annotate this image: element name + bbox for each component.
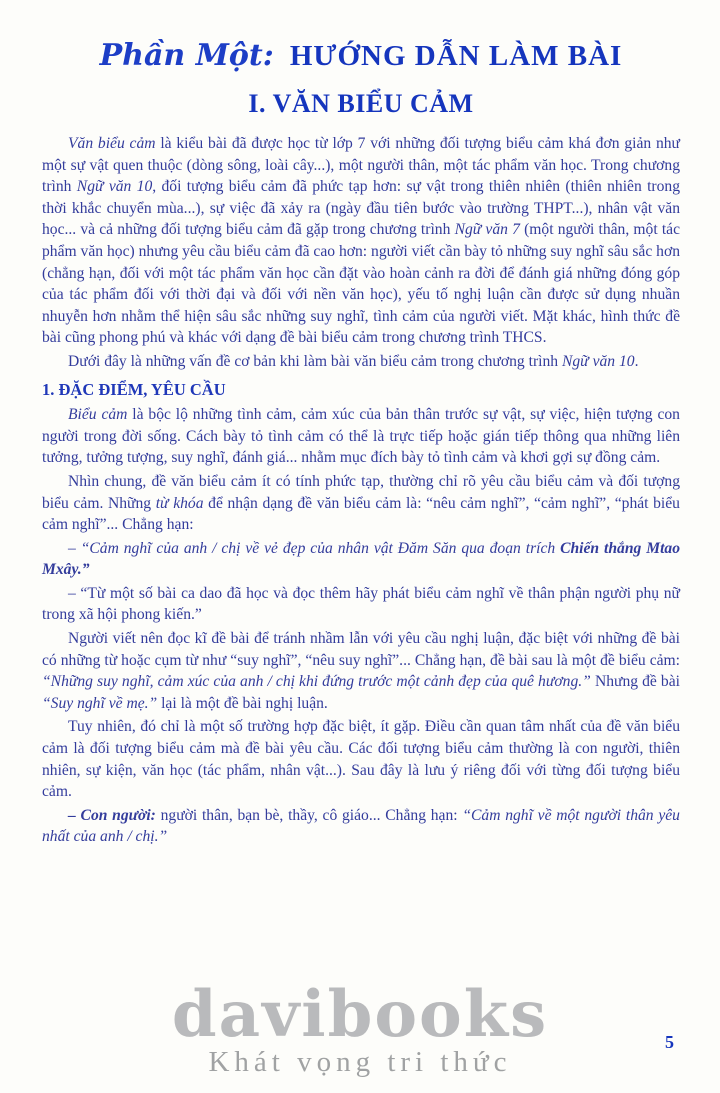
paragraph-transition xyxy=(42,351,680,373)
text-run: Nhưng đề bài xyxy=(590,673,680,691)
text-run: – “Từ một số bài ca dao đã học và đọc thêm hãy phát biểu cảm nghĩ về thân phận người phụ nữ trong xã hội phong kiến.” xyxy=(42,584,680,624)
text-run: Chiến thắng Mtao Mxây.” xyxy=(42,539,681,579)
text-run: Ngữ văn 10 xyxy=(561,352,635,370)
page-title xyxy=(42,38,680,73)
section-heading: I. VĂN BIỂU CẢM xyxy=(248,89,474,118)
watermark-tagline: Khát vọng tri thức xyxy=(208,1046,512,1078)
text-run: “Những suy nghĩ, cảm xúc của anh / chị khi đứng trước một cảnh đẹp của quê hương.” xyxy=(42,673,591,691)
paragraph-intro xyxy=(42,133,680,349)
text-run: để nhận dạng đề văn biểu cảm là: “nêu cảm nghĩ”, “cảm nghĩ”, “phát biểu cảm nghĩ”... Chẳng hạn: xyxy=(42,494,680,534)
text-run: (một người thân, một tác phẩm văn học) nhưng yêu cầu biểu cảm đã cao hơn: người viết cần bày tỏ những suy nghĩ sâu sắc hơn (chẳng hạn, đối với một tác phẩm văn học cần đặt vào hoàn cảnh ra đời để đánh giá những đóng góp của tác phẩm đối với thời đại và đối với nền văn học), yếu tố nghị luận cần được sử dụng nhuần nhuyễn hơn nhằm thể hiện sâu sắc những suy nghĩ, tình cảm của người viết. Mặt khác, hình thức đề bài cũng phong phú và khác với dạng đề bài biểu cảm trong chương trình THCS. xyxy=(42,221,681,347)
paragraph-dinh-nghia xyxy=(42,404,680,469)
paragraph-tuy-nhien xyxy=(42,716,680,802)
text-run: từ khóa xyxy=(155,494,204,512)
text-run: Dưới đây là những vấn đề cơ bản khi làm bài văn biểu cảm trong chương trình xyxy=(68,352,562,370)
part-title-script: Phần Một: xyxy=(99,38,274,73)
text-run: lại là một đề bài nghị luận. xyxy=(157,694,328,712)
text-run: là bộc lộ những tình cảm, cảm xúc của bản thân trước sự vật, sự việc, hiện tượng con người trong đời sống. Cách bày tỏ tình cảm có thể là trực tiếp hoặc gián tiếp thông qua những liên tưởng, tưởng tượng, suy nghĩ, đánh giá... nhằm mục đích bày tỏ tình cảm và khơi gợi sự đồng cảm. xyxy=(42,406,680,467)
text-run: Nhìn chung, đề văn biểu cảm ít có tính phức tạp, thường chỉ rõ yêu cầu biểu cảm và đối tượng biểu cảm. Những xyxy=(42,472,680,512)
text-run: Tuy nhiên, đó chỉ là một số trường hợp đặc biệt, ít gặp. Điều cần quan tâm nhất của đề văn biểu cảm là đối tượng biểu cảm mà đề bài yêu cầu. Các đối tượng biểu cảm thường là con người, thiên nhiên, sự kiện, văn học (tác phẩm, nhân vật...). Sau đây là lưu ý riêng đối với từng đối tượng biểu cảm. xyxy=(42,718,680,801)
text-run: , đối tượng biểu cảm đã phức tạp hơn: sự vật trong thiên nhiên (thiên nhiên trong thời khắc chuyển mùa...), sự việc đã xảy ra (ngày đầu tiên bước vào trường THPT...), nhân vật văn học... và cả những đối tượng biểu cảm đã gặp trong chương trình xyxy=(42,178,681,239)
paragraph-luu-y-doc-ki xyxy=(42,628,680,714)
page-number: 5 xyxy=(665,1032,674,1052)
text-run: “Cảm nghĩ về một người thân yêu nhất của anh / chị.” xyxy=(42,806,680,846)
part-title-main: HƯỚNG DẪN LÀM BÀI xyxy=(289,40,623,72)
text-run: là kiểu bài đã được học từ lớp 7 với những đối tượng biểu cảm khá đơn giản như một sự vật quen thuộc (dòng sông, loài cây...), một người thân, một tác phẩm văn học. Trong chương trình xyxy=(42,135,680,196)
text-run: “Suy nghĩ về mẹ.” xyxy=(42,694,158,712)
paragraph-con-nguoi xyxy=(42,805,680,848)
paragraph-vi-du-1 xyxy=(42,538,680,581)
text-run: Văn biểu cảm xyxy=(68,135,156,152)
text-run: Người viết nên đọc kĩ đề bài để tránh nhầm lẫn với yêu cầu nghị luận, đặc biệt với những đề bài có những từ hoặc cụm từ như “suy nghĩ”, “nêu suy nghĩ”... Chẳng hạn, đề bài sau là một đề biểu cảm: xyxy=(42,630,680,669)
text-run: – Con người: xyxy=(68,806,156,824)
content-blocks xyxy=(42,133,680,848)
subsection-heading-1: 1. ĐẶC ĐIỂM, YÊU CẦU xyxy=(42,379,226,399)
text-run: – “Cảm nghĩ của anh / chị về vẻ đẹp của nhân vật Đăm Săn qua đoạn trích xyxy=(68,539,561,557)
text-run: Ngữ văn 10 xyxy=(76,178,153,196)
text-run: Ngữ văn 7 xyxy=(454,221,520,239)
paragraph-vi-du-2 xyxy=(42,583,680,626)
watermark-logo: davibooks xyxy=(171,977,549,1052)
paragraph-nhin-chung xyxy=(42,471,680,536)
text-run: người thân, bạn bè, thầy, cô giáo... Chẳng hạn: xyxy=(155,806,463,824)
text-run: . xyxy=(634,352,639,370)
text-run: Biểu cảm xyxy=(68,406,128,424)
